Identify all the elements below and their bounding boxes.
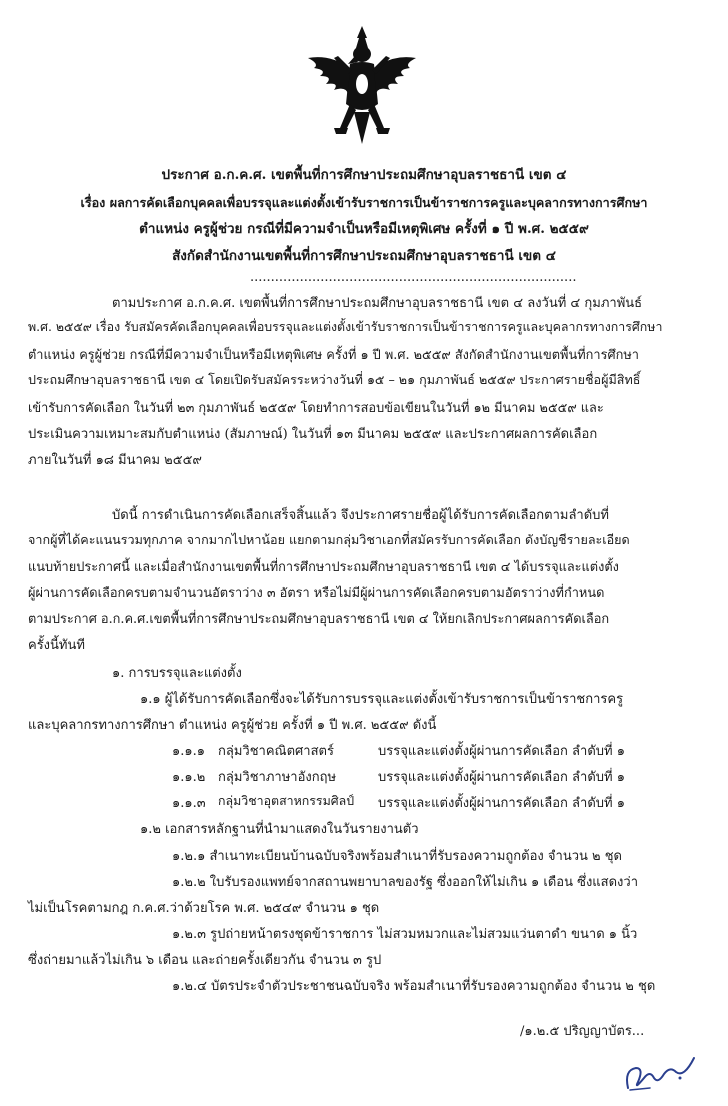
paragraph-2-line: จากผู้ที่ได้คะแนนรวมทุกภาค จากมากไปหาน้อย แยกตามกลุ่มวิชาเอกที่สมัครรับการคัดเลือก ดังบัญชีรายละเอียด	[28, 532, 630, 547]
subject-group-code: ๑.๑.๒	[172, 770, 206, 785]
paragraph-1-line: พ.ศ. ๒๕๕๙ เรื่อง รับสมัครคัดเลือกบุคคลเพื่อบรรจุและแต่งตั้งเข้ารับราชการเป็นข้าราชการครูและบุคลากรทางการศึกษา	[28, 319, 663, 334]
header-line-subject: เรื่อง ผลการคัดเลือกบุคคลเพื่อบรรจุและแต่งตั้งเข้ารับราชการเป็นข้าราชการครูและบุคลากรทางการศึกษา	[80, 195, 648, 210]
subject-group-detail: บรรจุและแต่งตั้งผู้ผ่านการคัดเลือก ลำดับที่ ๑	[378, 744, 625, 759]
item-1-2-title: ๑.๒ เอกสารหลักฐานที่นำมาแสดงในวันรายงานตัว	[140, 822, 419, 837]
paragraph-1-line: ตำแหน่ง ครูผู้ช่วย กรณีที่มีความจำเป็นหรือมีเหตุพิเศษ ครั้งที่ ๑ ปี พ.ศ. ๒๕๕๙ สังกัดสำนักงานเขตพื้นที่การศึกษา	[28, 348, 639, 363]
subject-group-code: ๑.๑.๑	[172, 744, 206, 759]
paragraph-1-line: ภายในวันที่ ๑๘ มีนาคม ๒๕๕๙	[28, 453, 202, 468]
document-item: ซึ่งถ่ายมาแล้วไม่เกิน ๖ เดือน และถ่ายครั้งเดียวกัน จำนวน ๓ รูป	[28, 953, 382, 968]
header-line-position: ตำแหน่ง ครูผู้ช่วย กรณีที่มีความจำเป็นหรือมีเหตุพิเศษ ครั้งที่ ๑ ปี พ.ศ. ๒๕๕๙	[139, 221, 589, 237]
paragraph-1-line: ประถมศึกษาอุบลราชธานี เขต ๔ โดยเปิดรับสมัครระหว่างวันที่ ๑๕ – ๒๑ กุมภาพันธ์ ๒๕๕๙ ประกาศรายชื่อผู้มีสิทธิ์	[28, 372, 641, 387]
continuation-marker: /๑.๒.๕ ปริญญาบัตร...	[520, 1024, 645, 1039]
paragraph-1-line: ประเมินความเหมาะสมกับตำแหน่ง (สัมภาษณ์) ในวันที่ ๑๓ มีนาคม ๒๕๕๙ และประกาศผลการคัดเลือก	[28, 427, 598, 442]
section-1-title: ๑. การบรรจุและแต่งตั้ง	[112, 666, 242, 681]
document-item: ๑.๒.๑ สำเนาทะเบียนบ้านฉบับจริงพร้อมสำเนาที่รับรองความถูกต้อง จำนวน ๒ ชุด	[172, 849, 622, 864]
document-item: ๑.๒.๓ รูปถ่ายหน้าตรงชุดข้าราชการ ไม่สวมหมวกและไม่สวมแว่นตาดำ ขนาด ๑ นิ้ว	[172, 927, 638, 942]
subject-group-name: กลุ่มวิชาคณิตศาสตร์	[218, 744, 334, 759]
paragraph-2-line: แนบท้ายประกาศนี้ และเมื่อสำนักงานเขตพื้นที่การศึกษาประถมศึกษาอุบลราชธานี เขต ๔ ได้บรรจุและแต่งตั้ง	[28, 560, 619, 575]
header-line-authority: ประกาศ อ.ก.ค.ศ. เขตพื้นที่การศึกษาประถมศึกษาอุบลราชธานี เขต ๔	[161, 167, 567, 183]
subject-group-name: กลุ่มวิชาอุตสาหกรรมศิลป์	[218, 793, 355, 808]
garuda-emblem-icon	[300, 24, 424, 152]
item-1-1-line: ๑.๑ ผู้ได้รับการคัดเลือกซึ่งจะได้รับการบรรจุและแต่งตั้งเข้ารับราชการเป็นข้าราชการครู	[140, 692, 624, 707]
paragraph-2-line: ครั้งนี้ทันที	[28, 638, 85, 653]
document-item: ๑.๒.๔ บัตรประจำตัวประชาชนฉบับจริง พร้อมสำเนาที่รับรองความถูกต้อง จำนวน ๒ ชุด	[172, 979, 656, 994]
header-divider: ...............................................................................	[250, 270, 577, 285]
subject-group-name: กลุ่มวิชาภาษาอังกฤษ	[218, 770, 337, 785]
paragraph-2-line: ผู้ผ่านการคัดเลือกครบตามจำนวนอัตราว่าง ๓ อัตรา หรือไม่มีผู้ผ่านการคัดเลือกครบตามอัตราว่างที่กำหนด	[28, 586, 605, 601]
signature-icon	[614, 1048, 710, 1096]
paragraph-1-line: ตามประกาศ อ.ก.ค.ศ. เขตพื้นที่การศึกษาประถมศึกษาอุบลราชธานี เขต ๔ ลงวันที่ ๔ กุมภาพันธ์	[112, 296, 643, 311]
header-line-affiliation: สังกัดสำนักงานเขตพื้นที่การศึกษาประถมศึกษาอุบลราชธานี เขต ๔	[172, 248, 556, 264]
announcement-header	[20, 162, 708, 270]
subject-group-code: ๑.๑.๓	[172, 796, 206, 811]
subject-group-detail: บรรจุและแต่งตั้งผู้ผ่านการคัดเลือก ลำดับที่ ๑	[378, 796, 625, 811]
document-item: ๑.๒.๒ ใบรับรองแพทย์จากสถานพยาบาลของรัฐ ซึ่งออกให้ไม่เกิน ๑ เดือน ซึ่งแสดงว่า	[172, 875, 638, 890]
document-item: ไม่เป็นโรคตามกฎ ก.ค.ศ.ว่าด้วยโรค พ.ศ. ๒๕๔๙ จำนวน ๑ ชุด	[28, 901, 380, 916]
paragraph-2-line: บัดนี้ การดำเนินการคัดเลือกเสร็จสิ้นแล้ว จึงประกาศรายชื่อผู้ได้รับการคัดเลือกตามลำดับที่	[112, 508, 609, 523]
subject-group-detail: บรรจุและแต่งตั้งผู้ผ่านการคัดเลือก ลำดับที่ ๑	[378, 770, 625, 785]
paragraph-2-line: ตามประกาศ อ.ก.ค.ศ.เขตพื้นที่การศึกษาประถมศึกษาอุบลราชธานี เขต ๔ ให้ยกเลิกประกาศผลการคัดเลือก	[28, 612, 610, 627]
item-1-1-line: และบุคลากรทางการศึกษา ตำแหน่ง ครูผู้ช่วย ครั้งที่ ๑ ปี พ.ศ. ๒๕๕๙ ดังนี้	[28, 718, 437, 733]
paragraph-1-line: เข้ารับการคัดเลือก ในวันที่ ๒๓ กุมภาพันธ์ ๒๕๕๙ โดยทำการสอบข้อเขียนในวันที่ ๑๒ มีนาคม ๒๕๕๙ และ	[28, 401, 604, 416]
